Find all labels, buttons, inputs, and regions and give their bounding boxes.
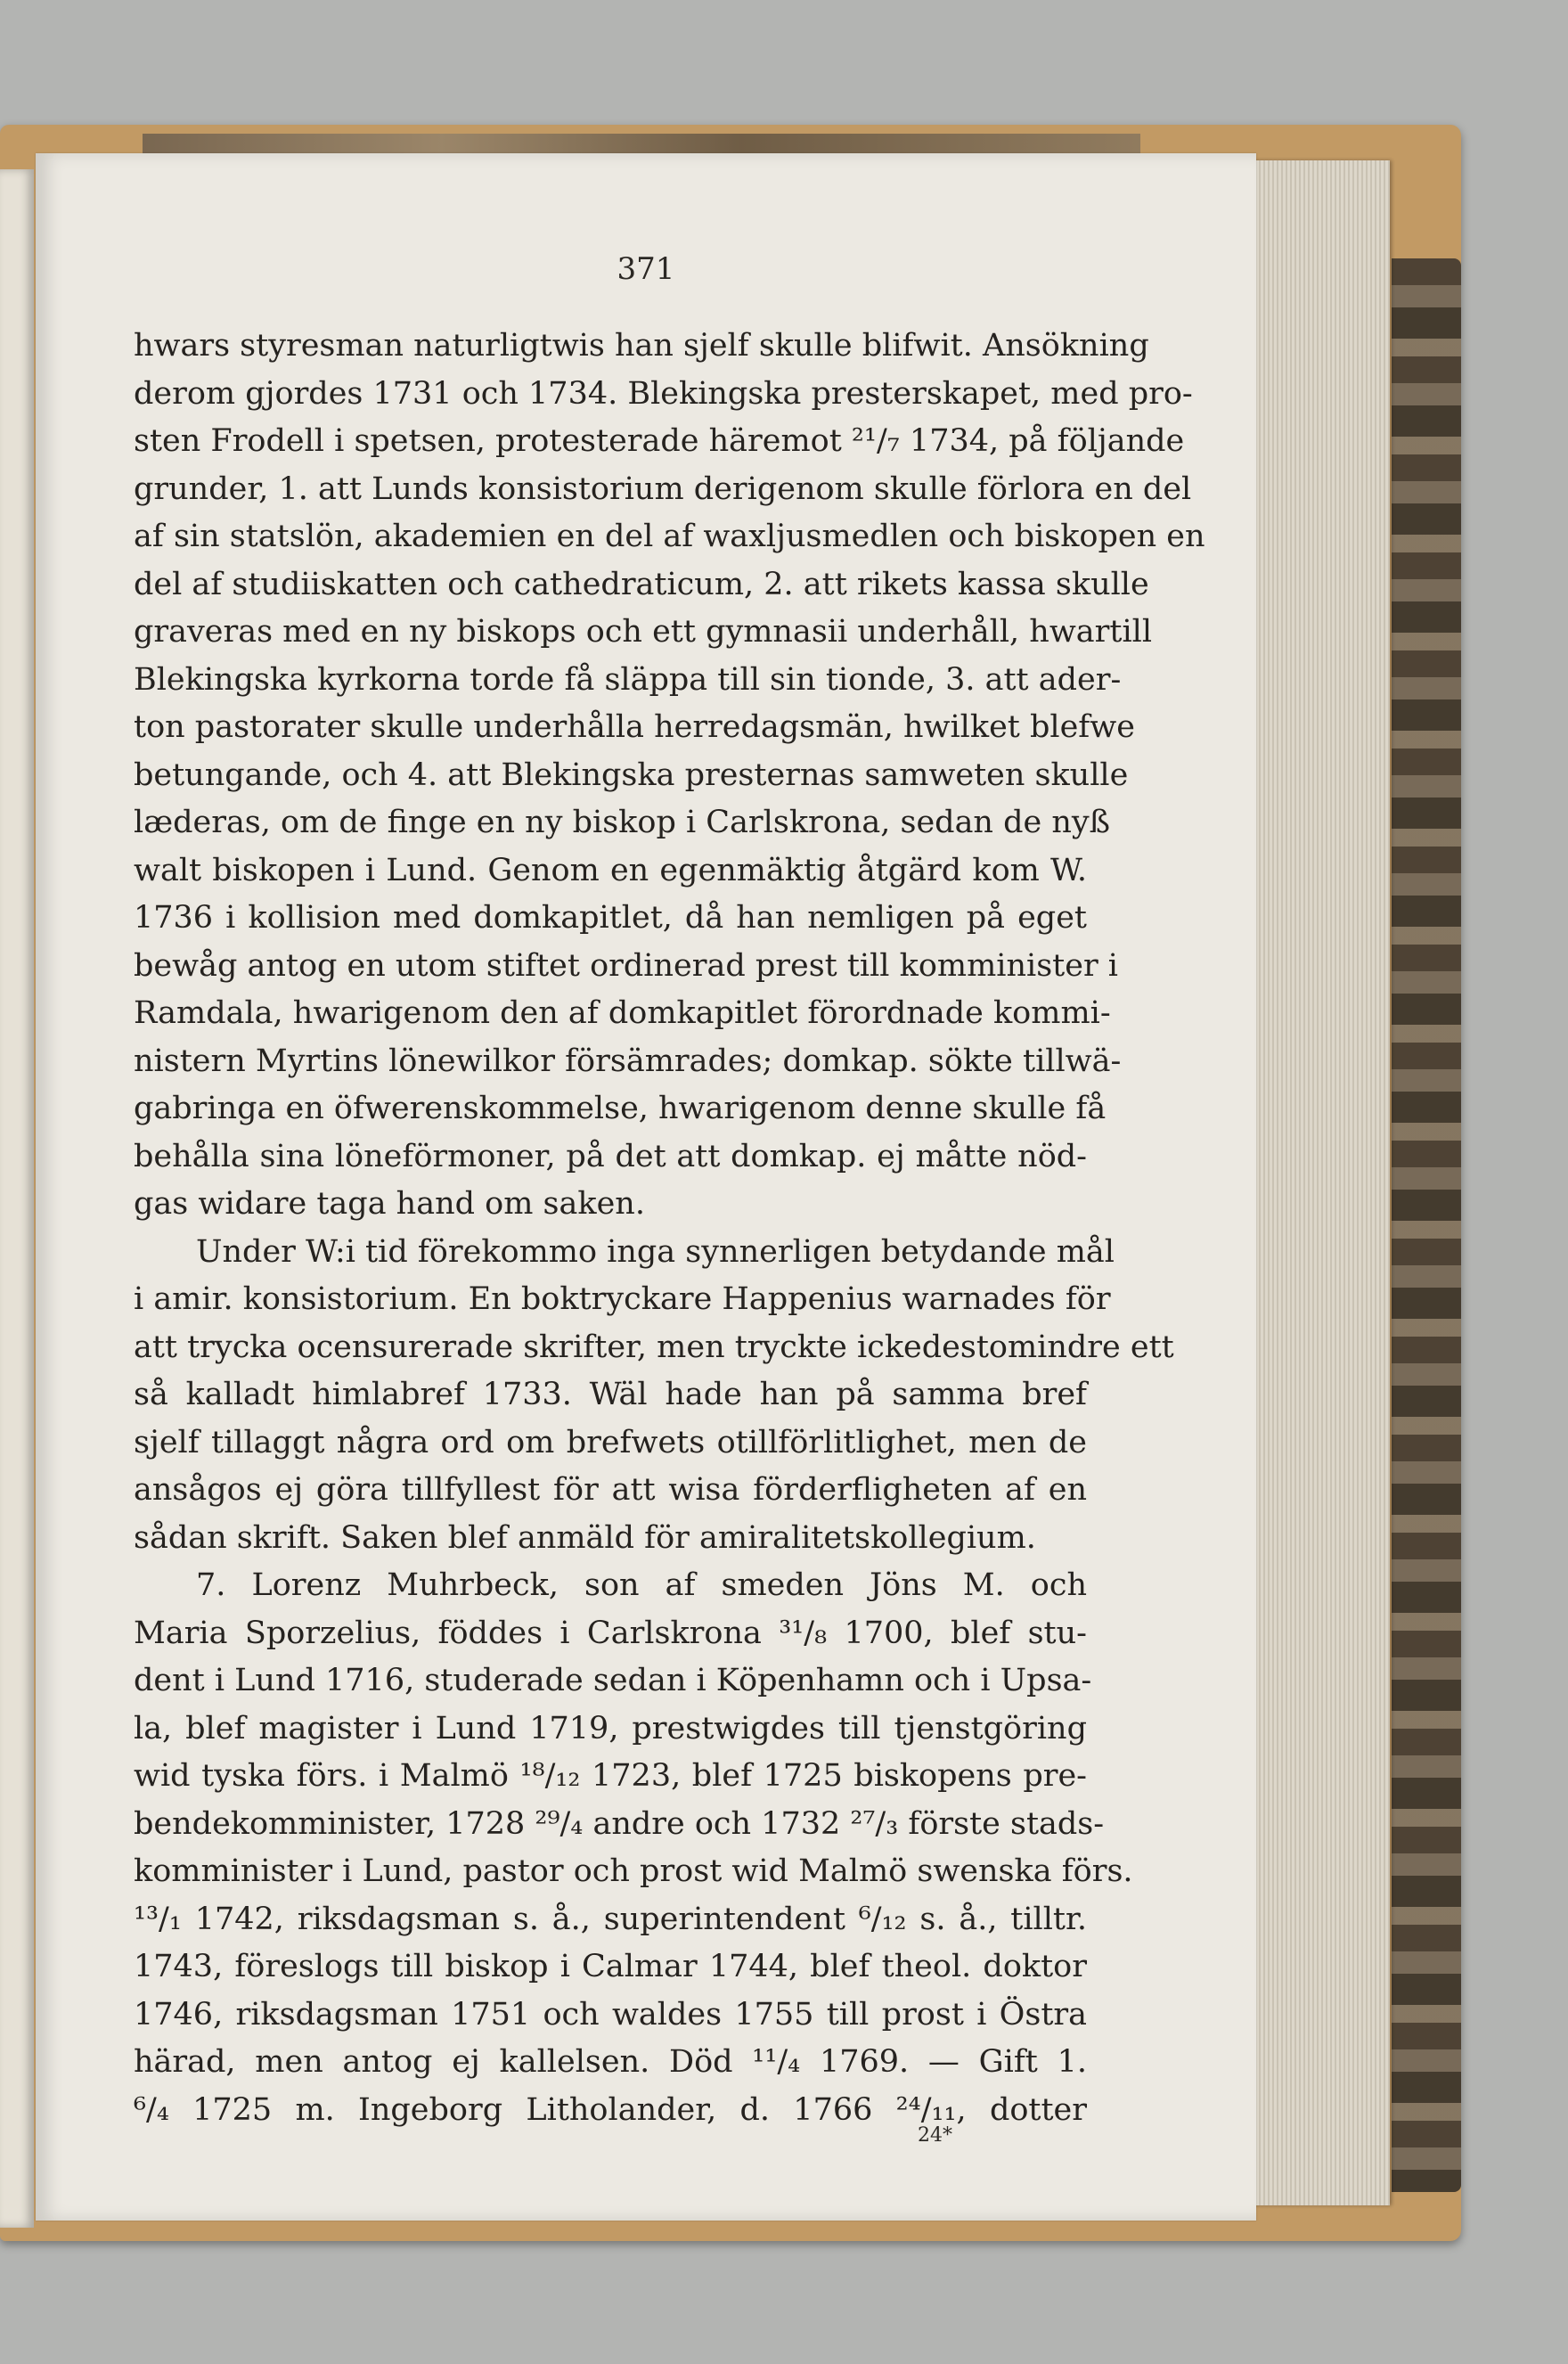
text-line: betungande, och 4. att Blekingska presternas samweten skulle — [134, 757, 1129, 793]
text-line: behålla sina löneförmoner, på det att domkap. ej måtte nöd- — [134, 1138, 1087, 1174]
text-line: læderas, om de finge en ny biskop i Carlskrona, sedan de nyß — [134, 805, 1111, 840]
text-line: grunder, 1. att Lunds konsistorium derigenom skulle förlora en del — [134, 470, 1192, 507]
text-line: walt biskopen i Lund. Genom en egenmäktig åtgärd kom W. — [134, 852, 1087, 888]
text-line: härad, men antog ej kallelsen. Död ¹¹/₄ 1769. — Gift 1. — [134, 2044, 1087, 2080]
text-line: hwars styresman naturligtwis han sjelf skulle blifwit. Ansökning — [134, 328, 1149, 364]
text-line: gabringa en öfwerenskommelse, hwarigenom denne skulle få — [134, 1091, 1107, 1126]
text-line: Ramdala, hwarigenom den af domkapitlet förordnade kommi- — [134, 995, 1111, 1031]
text-line: la, blef magister i Lund 1719, prestwigdes till tjenstgöring — [134, 1710, 1087, 1746]
page-stack-edges — [1238, 160, 1390, 2205]
text-line: dent i Lund 1716, studerade sedan i Köpenhamn och i Upsa- — [134, 1663, 1092, 1698]
page-text — [134, 323, 1205, 2134]
text-line: Maria Sporzelius, föddes i Carlskrona ³¹/₈ 1700, blef stu- — [134, 1615, 1087, 1651]
text-line: gas widare taga hand om saken. — [134, 1186, 645, 1222]
text-line: sten Frodell i spetsen, protesterade häremot ²¹/₇ 1734, på följande — [134, 423, 1185, 459]
book-page — [36, 153, 1256, 2221]
text-line: af sin statslön, akademien en del af waxljusmedlen och biskopen en — [134, 519, 1205, 554]
text-line: derom gjordes 1731 och 1734. Blekingska presterskapet, med pro- — [134, 375, 1193, 412]
text-line: sjelf tillaggt några ord om brefwets otillförlitlighet, men de — [134, 1424, 1087, 1460]
text-line: så kalladt himlabref 1733. Wäl hade han på samma bref — [134, 1377, 1087, 1412]
text-line: Under W:i tid förekommo inga synnerligen betydande mål — [196, 1233, 1115, 1270]
text-line: Blekingska kyrkorna torde få släppa till sin tionde, 3. att ader- — [134, 661, 1122, 698]
text-line: 1746, riksdagsman 1751 och waldes 1755 till prost i Östra — [134, 1996, 1087, 2033]
text-line: 1736 i kollision med domkapitlet, då han nemligen på eget — [134, 900, 1087, 936]
text-line: bewåg antog en utom stiftet ordinerad prest till komminister i — [134, 947, 1118, 984]
text-line: ⁶/₄ 1725 m. Ingeborg Litholander, d. 1766 ²⁴/₁₁, dotter — [134, 2091, 1087, 2128]
page-number: 371 — [617, 251, 675, 287]
text-line: ton pastorater skulle underhålla herredagsmän, hwilket blefwe — [134, 709, 1135, 745]
left-page-edge — [0, 169, 34, 2228]
text-line: komminister i Lund, pastor och prost wid Malmö swenska förs. — [134, 1853, 1133, 1889]
text-line: 7. Lorenz Muhrbeck, son af smeden Jöns M. och — [196, 1567, 1087, 1603]
printer-signature-mark: 24* — [918, 2124, 952, 2147]
text-line: att trycka ocensurerade skrifter, men tryckte ickedestomindre ett — [134, 1329, 1174, 1365]
text-line: ansågos ej göra tillfyllest för att wisa förderfligheten af en — [134, 1472, 1087, 1508]
text-line: nistern Myrtins lönewilkor försämrades; domkap. sökte tillwä- — [134, 1043, 1122, 1079]
text-line: del af studiiskatten och cathedraticum, 2. att rikets kassa skulle — [134, 566, 1149, 602]
text-line: i amir. konsistorium. En boktryckare Happenius warnades för — [134, 1281, 1111, 1317]
text-line: ¹³/₁ 1742, riksdagsman s. å., superintendent ⁶/₁₂ s. å., tilltr. — [134, 1901, 1087, 1937]
text-line: sådan skrift. Saken blef anmäld för amiralitetskollegium. — [134, 1519, 1036, 1556]
text-line: graveras med en ny biskops och ett gymnasii underhåll, hwartill — [134, 614, 1153, 650]
text-line: wid tyska förs. i Malmö ¹⁸/₁₂ 1723, blef 1725 biskopens pre- — [134, 1758, 1087, 1794]
text-line: bendekomminister, 1728 ²⁹/₄ andre och 1732 ²⁷/₃ förste stads- — [134, 1805, 1105, 1842]
text-line: 1743, föreslogs till biskop i Calmar 1744, blef theol. doktor — [134, 1949, 1087, 1984]
